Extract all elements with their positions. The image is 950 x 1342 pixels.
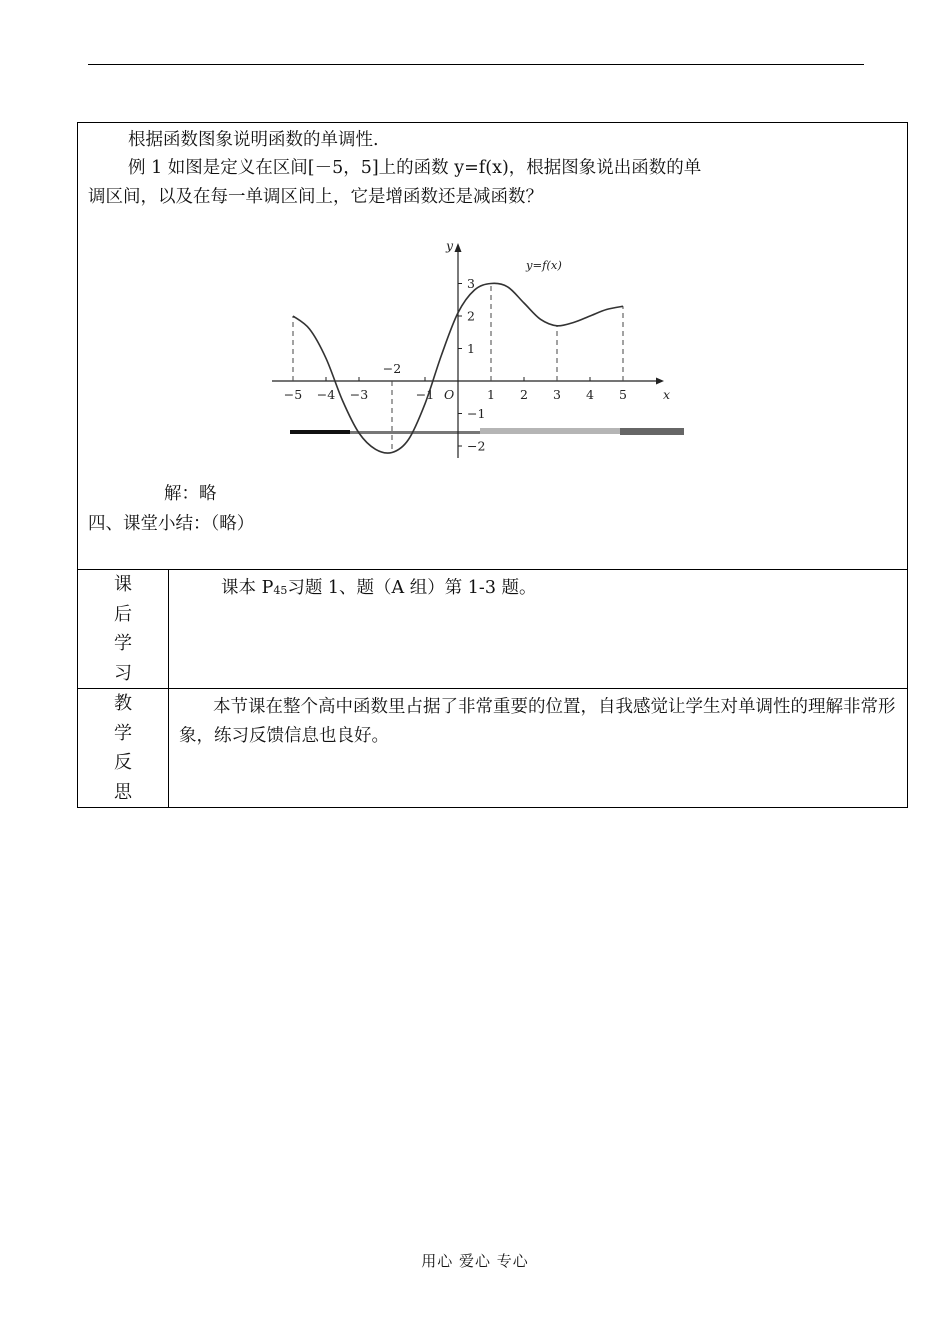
x-tick-label: 2 [520, 387, 528, 402]
summary-text: 四、课堂小结：（略） [88, 514, 255, 534]
function-graph [272, 238, 686, 466]
y-tick-label: 3 [467, 276, 475, 291]
y-tick-label: 2 [467, 308, 475, 324]
label-char: 课 [114, 574, 132, 595]
label-char: 反 [114, 752, 132, 773]
page-footer: 用心 爱心 专心 [421, 1252, 529, 1270]
x-tick-label: −5 [283, 387, 303, 402]
label-char: 思 [114, 781, 132, 803]
label-char: 学 [114, 633, 132, 654]
homework-label [78, 570, 169, 689]
scan-artifact [290, 428, 684, 435]
reflection-content [169, 689, 908, 808]
homework-text [169, 570, 907, 605]
x-tick-labels [284, 387, 627, 402]
lesson-table [77, 122, 908, 808]
intro-text: 根据函数图象说明函数的单调性. [128, 130, 379, 150]
x-tick-label: −1 [415, 387, 435, 402]
x-tick-label: 3 [553, 387, 561, 402]
reflection-text: 本节课在整个高中函数里占据了非常重要的位置，自我感觉让学生对单调性的理解非常形象，练习反馈信息也良好。 [179, 697, 896, 746]
homework-text-part: 课本 P [221, 578, 274, 598]
curve-label: y=f(x) [526, 258, 562, 272]
y-tick-label: −1 [467, 406, 486, 421]
y-tick-label: −2 [467, 438, 486, 454]
solution-text: 解：略 [164, 484, 217, 504]
x-tick-label: 5 [619, 387, 627, 402]
minimum-x-label: −2 [382, 361, 402, 376]
y-tick-labels [467, 276, 485, 454]
x-axis-arrow [656, 378, 664, 385]
origin-label: O [444, 387, 455, 402]
homework-content [169, 570, 908, 689]
page-subscript: 45 [273, 584, 288, 597]
label-char: 教 [114, 693, 132, 714]
example-text-line2: 调区间，以及在每一单调区间上，它是增函数还是减函数？ [88, 187, 543, 207]
x-tick-label: −3 [349, 387, 369, 402]
label-char: 学 [114, 722, 132, 744]
example-text-line1: 例 1 如图是定义在区间[－5，5]上的函数 y=f(x)，根据图象说出函数的单 [128, 158, 702, 178]
header-rule [88, 64, 864, 65]
label-char: 后 [114, 603, 132, 625]
x-tick-label: 1 [487, 387, 495, 402]
example-section [78, 123, 908, 570]
y-axis-arrow [455, 243, 462, 252]
reflection-label [78, 689, 169, 808]
y-axis-label: y [446, 238, 454, 253]
label-char: 习 [114, 662, 132, 684]
homework-text-part: 习题 1、题（A 组）第 1-3 题。 [287, 578, 537, 598]
x-axis-label: x [663, 387, 671, 402]
y-tick-label: 1 [467, 341, 475, 356]
x-tick-label: −4 [316, 387, 336, 402]
x-tick-label: 4 [586, 387, 594, 402]
